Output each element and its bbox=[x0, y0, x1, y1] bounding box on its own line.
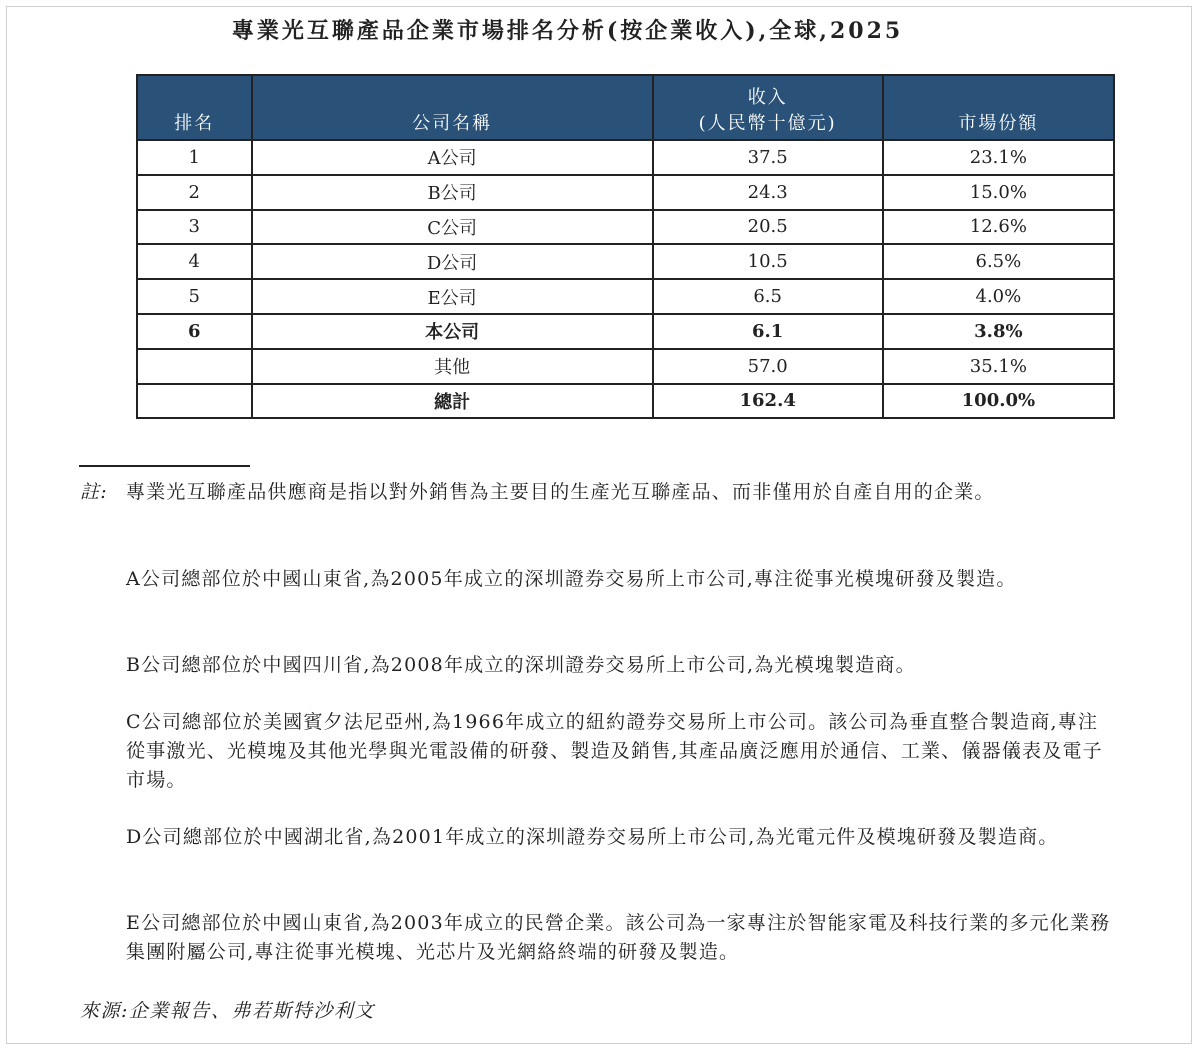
cell-revenue: 24.3 bbox=[653, 175, 883, 210]
cell-revenue: 57.0 bbox=[653, 349, 883, 384]
footnote-divider bbox=[79, 465, 250, 467]
cell-share: 12.6% bbox=[883, 210, 1114, 245]
cell-rank: 2 bbox=[137, 175, 252, 210]
cell-company: 其他 bbox=[252, 349, 653, 384]
cell-company: C公司 bbox=[252, 210, 653, 245]
page-title: 專業光互聯產品企業市場排名分析(按企業收入),全球,2025 bbox=[231, 18, 904, 44]
table-row-total bbox=[137, 384, 1114, 419]
header-revenue bbox=[653, 75, 883, 140]
cell-share: 35.1% bbox=[883, 349, 1114, 384]
cell-company: 總計 bbox=[252, 384, 653, 419]
cell-share: 15.0% bbox=[883, 175, 1114, 210]
table-row-highlight bbox=[137, 314, 1114, 349]
note-main-text: 專業光互聯產品供應商是指以對外銷售為主要目的生產光互聯產品、而非僅用於自產自用的企業。 bbox=[126, 481, 995, 503]
table-row bbox=[137, 349, 1114, 384]
header-company: 公司名稱 bbox=[252, 75, 653, 140]
header-share: 市場份額 bbox=[883, 75, 1114, 140]
cell-company: E公司 bbox=[252, 279, 653, 314]
cell-revenue: 20.5 bbox=[653, 210, 883, 245]
footnotes bbox=[80, 478, 1116, 963]
header-revenue-line1: 收入 bbox=[747, 87, 788, 108]
table-row bbox=[137, 210, 1114, 245]
cell-company: B公司 bbox=[252, 175, 653, 210]
cell-revenue: 6.1 bbox=[653, 314, 883, 349]
cell-share: 100.0% bbox=[883, 384, 1114, 419]
header-revenue-line2: (人民幣十億元) bbox=[698, 113, 837, 134]
cell-rank: 5 bbox=[137, 279, 252, 314]
note-main bbox=[80, 478, 1116, 507]
cell-revenue: 37.5 bbox=[653, 140, 883, 175]
cell-share: 4.0% bbox=[883, 279, 1114, 314]
cell-rank bbox=[137, 349, 252, 384]
ranking-table bbox=[136, 74, 1115, 419]
note-company-e: E公司總部位於中國山東省,為2003年成立的民營企業。該公司為一家專注於智能家電及科技行業的多元化業務集團附屬公司,專注從事光模塊、光芯片及光網絡終端的研發及製造。 bbox=[126, 912, 1111, 963]
table-row bbox=[137, 140, 1114, 175]
cell-share: 6.5% bbox=[883, 244, 1114, 279]
cell-company: A公司 bbox=[252, 140, 653, 175]
cell-revenue: 10.5 bbox=[653, 244, 883, 279]
cell-share: 3.8% bbox=[883, 314, 1114, 349]
note-company-a: A公司總部位於中國山東省,為2005年成立的深圳證券交易所上市公司,專注從事光模塊研發及製造。 bbox=[126, 568, 1017, 590]
header-rank: 排名 bbox=[137, 75, 252, 140]
cell-rank bbox=[137, 384, 252, 419]
table-row bbox=[137, 244, 1114, 279]
table-row bbox=[137, 175, 1114, 210]
source-line: 來源:企業報告、弗若斯特沙利文 bbox=[80, 1000, 375, 1022]
note-company-c: C公司總部位於美國賓夕法尼亞州,為1966年成立的紐約證券交易所上市公司。該公司為垂直整合製造商,專注從事激光、光模塊及其他光學與光電設備的研發、製造及銷售,其產品廣泛應用於通信、工業、儀器儀表及電子市場。 bbox=[126, 711, 1103, 791]
cell-revenue: 162.4 bbox=[653, 384, 883, 419]
cell-rank: 6 bbox=[137, 314, 252, 349]
cell-company: 本公司 bbox=[252, 314, 653, 349]
cell-rank: 4 bbox=[137, 244, 252, 279]
cell-rank: 1 bbox=[137, 140, 252, 175]
note-company-d: D公司總部位於中國湖北省,為2001年成立的深圳證券交易所上市公司,為光電元件及模塊研發及製造商。 bbox=[126, 826, 1059, 848]
cell-rank: 3 bbox=[137, 210, 252, 245]
cell-revenue: 6.5 bbox=[653, 279, 883, 314]
table-header-row bbox=[137, 75, 1114, 140]
cell-share: 23.1% bbox=[883, 140, 1114, 175]
note-label: 註: bbox=[80, 481, 108, 503]
table-row bbox=[137, 279, 1114, 314]
cell-company: D公司 bbox=[252, 244, 653, 279]
note-company-b: B公司總部位於中國四川省,為2008年成立的深圳證券交易所上市公司,為光模塊製造商。 bbox=[126, 654, 916, 676]
